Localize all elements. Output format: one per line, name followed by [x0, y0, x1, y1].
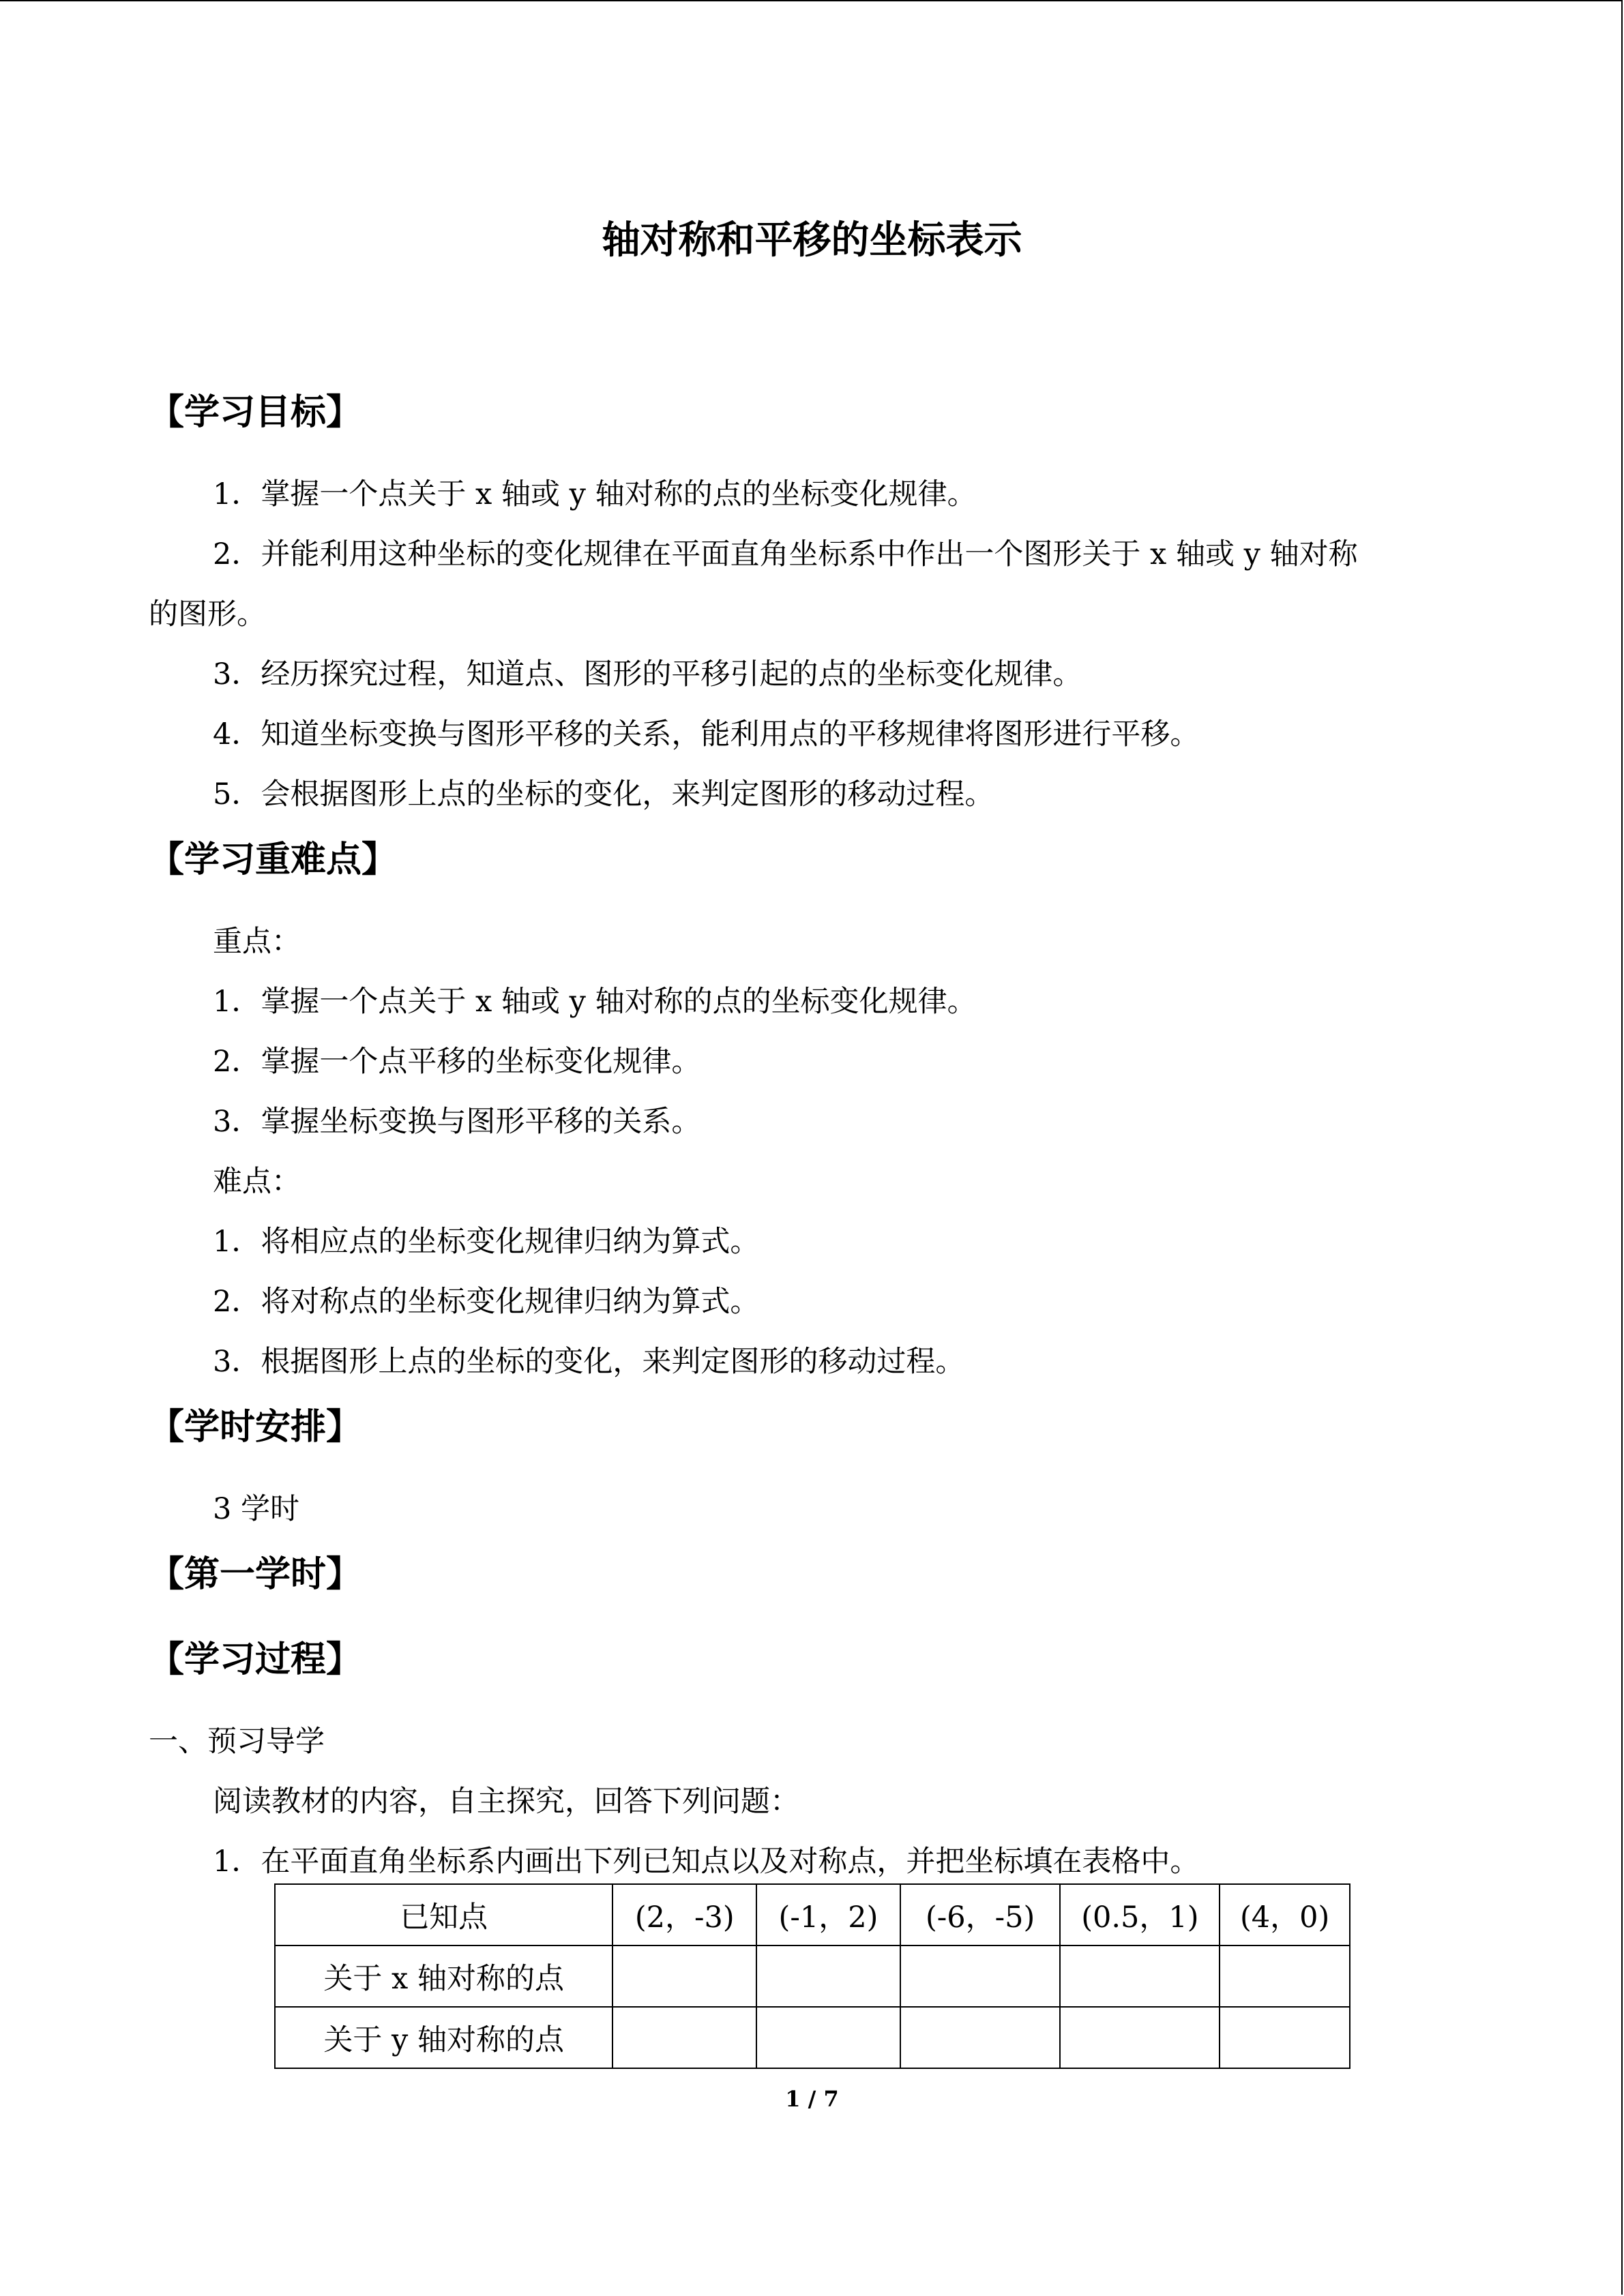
- table-cell: [612, 1945, 756, 2007]
- objective-item: 3．经历探究过程，知道点、图形的平移引起的点的坐标变化规律。: [213, 657, 1082, 691]
- table-row-label: 关于 x 轴对称的点: [275, 1945, 612, 2007]
- table-header-cell: (0.5，1): [1060, 1884, 1220, 1945]
- heading-objectives: 【学习目标】: [149, 392, 362, 433]
- objective-item-continuation: 的图形。: [149, 597, 266, 631]
- table-cell: [1220, 2007, 1350, 2068]
- table-cell: [1220, 1945, 1350, 2007]
- table-row: [275, 1945, 1350, 2007]
- key-label: 重点：: [213, 925, 301, 959]
- heading-process: 【学习过程】: [149, 1639, 362, 1680]
- page-number: 1 / 7: [785, 2086, 839, 2112]
- question-1: 1．在平面直角坐标系内画出下列已知点以及对称点，并把坐标填在表格中。: [213, 1845, 1200, 1879]
- heading-key-points: 【学习重难点】: [149, 839, 398, 880]
- table-cell: [612, 2007, 756, 2068]
- key-item: 1．掌握一个点关于 x 轴或 y 轴对称的点的坐标变化规律。: [213, 985, 977, 1019]
- key-item: 2．掌握一个点平移的坐标变化规律。: [213, 1045, 701, 1079]
- document-title: 轴对称和平移的坐标表示: [602, 218, 1022, 263]
- intro-text: 阅读教材的内容，自主探究，回答下列问题：: [213, 1785, 799, 1819]
- difficult-label: 难点：: [213, 1165, 301, 1199]
- table-cell: [756, 1945, 900, 2007]
- difficult-item: 1．将相应点的坐标变化规律归纳为算式。: [213, 1225, 760, 1259]
- table-header-cell: (-1，2): [756, 1884, 900, 1945]
- heading-first-period: 【第一学时】: [149, 1554, 362, 1595]
- table-row-label: 关于 y 轴对称的点: [275, 2007, 612, 2068]
- table-cell: [1060, 1945, 1220, 2007]
- table-cell: [1060, 2007, 1220, 2068]
- objective-item: 2．并能利用这种坐标的变化规律在平面直角坐标系中作出一个图形关于 x 轴或 y 轴对称: [213, 537, 1358, 571]
- schedule-text: 3 学时: [213, 1492, 300, 1526]
- table-row: [275, 2007, 1350, 2068]
- difficult-item: 2．将对称点的坐标变化规律归纳为算式。: [213, 1285, 760, 1319]
- table-header-cell: (4，0): [1220, 1884, 1350, 1945]
- table-header-cell: 已知点: [275, 1884, 612, 1945]
- objective-item: 5．会根据图形上点的坐标的变化，来判定图形的移动过程。: [213, 777, 994, 811]
- table-cell: [900, 1945, 1061, 2007]
- table-cell: [756, 2007, 900, 2068]
- symmetry-table: [274, 1883, 1350, 2069]
- table-header-cell: (2，-3): [612, 1884, 756, 1945]
- objective-item: 4．知道坐标变换与图形平移的关系，能利用点的平移规律将图形进行平移。: [213, 717, 1200, 751]
- heading-schedule: 【学时安排】: [149, 1407, 362, 1448]
- table-cell: [900, 2007, 1061, 2068]
- key-item: 3．掌握坐标变换与图形平移的关系。: [213, 1105, 701, 1139]
- table-header-cell: (-6，-5): [900, 1884, 1061, 1945]
- table-header-row: [275, 1884, 1350, 1945]
- objective-item: 1．掌握一个点关于 x 轴或 y 轴对称的点的坐标变化规律。: [213, 477, 977, 511]
- difficult-item: 3．根据图形上点的坐标的变化，来判定图形的移动过程。: [213, 1345, 965, 1379]
- section-title: 一、预习导学: [149, 1725, 325, 1759]
